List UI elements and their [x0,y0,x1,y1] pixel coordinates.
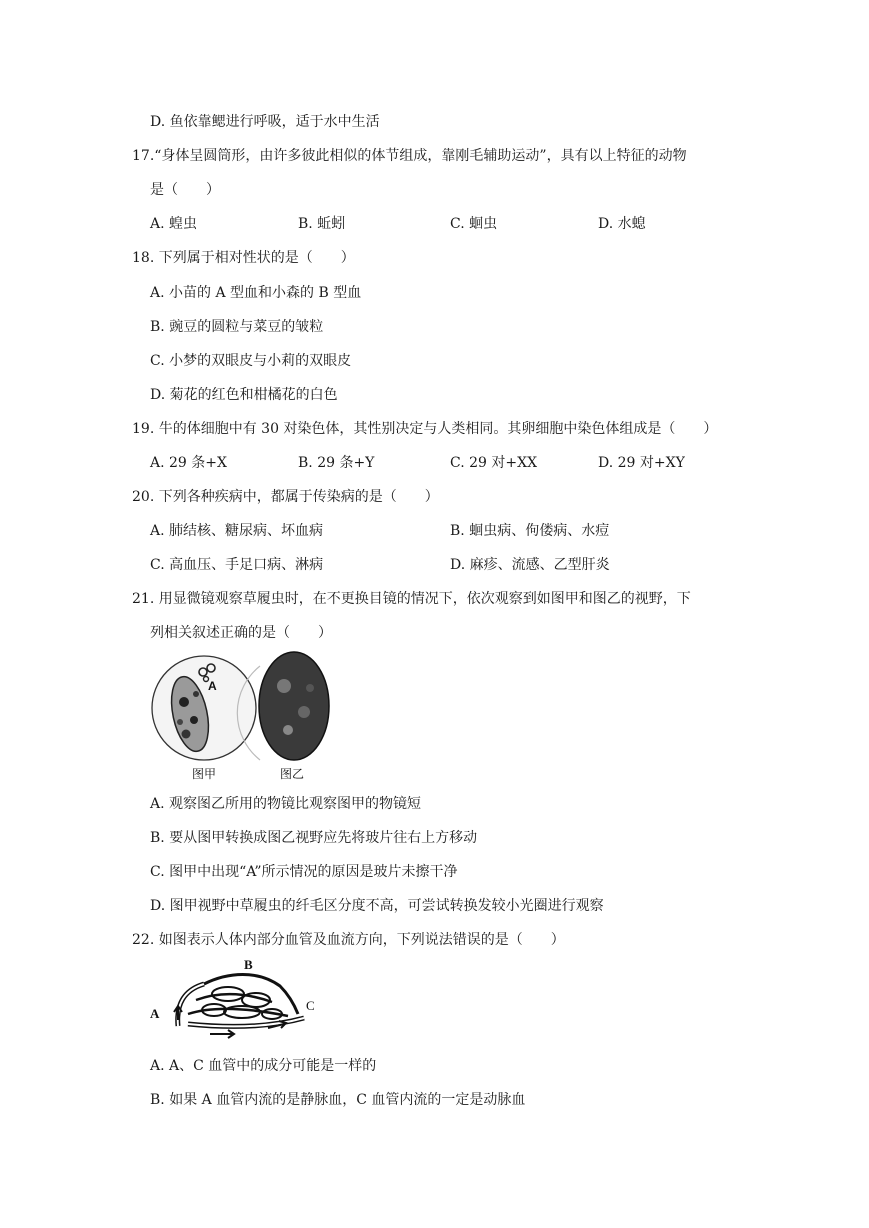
q20-stem: 20. 下列各种疾病中，都属于传染病的是（ ） [132,489,439,505]
q22-option-a: A. A、C 血管中的成分可能是一样的 [150,1058,377,1074]
q17-option-b: B. 蚯蚓 [298,216,346,232]
q18-option-c: C. 小梦的双眼皮与小莉的双眼皮 [150,353,352,369]
paramecium-yi-spot [298,706,310,718]
q17-option-d: D. 水螅 [598,216,646,232]
paramecium-spot [179,697,189,707]
paramecium-spot [190,716,198,724]
label-a: A [208,679,217,693]
q22-stem: 22. 如图表示人体内部分血管及血流方向，下列说法错误的是（ ） [132,932,565,948]
paramecium-spot [193,691,199,697]
flow-arrow [210,1030,234,1038]
capillary-loop [224,1006,260,1018]
paramecium-yi-spot [306,684,314,692]
q21-stem-line2: 列相关叙述正确的是（ ） [150,625,332,641]
q19-option-a: A. 29 条+X [150,455,227,471]
q18-option-b: B. 豌豆的圆粒与菜豆的皱粒 [150,319,324,335]
q20-option-d: D. 麻疹、流感、乙型肝炎 [450,557,610,573]
microscope-views-drawing [148,648,358,782]
q19-option-b: B. 29 条+Y [298,455,375,471]
q17-option-a: A. 蝗虫 [150,216,198,232]
microscope-figure [148,648,358,782]
q21-option-a: A. 观察图乙所用的物镜比观察图甲的物镜短 [150,796,422,812]
label-b: B [244,957,253,972]
paramecium-yi-spot [283,725,293,735]
q19-stem: 19. 牛的体细胞中有 30 对染色体，其性别决定与人类相同。其卵细胞中染色体组成是（ ） [132,421,718,437]
q21-option-c: C. 图甲中出现“A”所示情况的原因是玻片未擦干净 [150,864,458,880]
paramecium-yi-spot [277,679,291,693]
q17-stem-line2: 是（ ） [150,182,220,198]
blood-vessel-drawing [148,956,323,1042]
q19-option-c: C. 29 对+XX [450,455,538,471]
paramecium-yi [259,652,329,760]
q18-option-d: D. 菊花的红色和柑橘花的白色 [150,387,338,403]
blood-vessel-figure [148,956,323,1042]
caption-jia: 图甲 [192,767,217,781]
q17-option-c: C. 蛔虫 [450,216,498,232]
label-c: C [306,998,315,1013]
q20-option-c: C. 高血压、手足口病、淋病 [150,557,324,573]
q21-option-b: B. 要从图甲转换成图乙视野应先将玻片往右上方移动 [150,830,478,846]
paramecium-spot [182,730,191,739]
q17-stem-line1: 17.“身体呈圆筒形，由许多彼此相似的体节组成，靠刚毛辅助运动”，具有以上特征的动物 [132,148,687,164]
q20-option-b: B. 蛔虫病、佝偻病、水痘 [450,523,610,539]
q18-stem: 18. 下列属于相对性状的是（ ） [132,250,355,266]
paramecium-spot [177,719,183,725]
q22-option-b: B. 如果 A 血管内流的是静脉血，C 血管内流的一定是动脉血 [150,1092,526,1108]
q19-option-d: D. 29 对+XY [598,455,685,471]
label-a: A [150,1006,160,1021]
q16-option-d: D. 鱼依靠鳃进行呼吸，适于水中生活 [150,114,380,130]
q18-option-a: A. 小苗的 A 型血和小森的 B 型血 [150,285,362,301]
q21-stem-line1: 21. 用显微镜观察草履虫时，在不更换目镜的情况下，依次观察到如图甲和图乙的视野，下 [132,591,691,607]
q20-option-a: A. 肺结核、糖尿病、坏血病 [150,523,324,539]
caption-yi: 图乙 [280,767,305,781]
q21-option-d: D. 图甲视野中草履虫的纤毛区分度不高，可尝试转换发较小光圈进行观察 [150,898,604,914]
